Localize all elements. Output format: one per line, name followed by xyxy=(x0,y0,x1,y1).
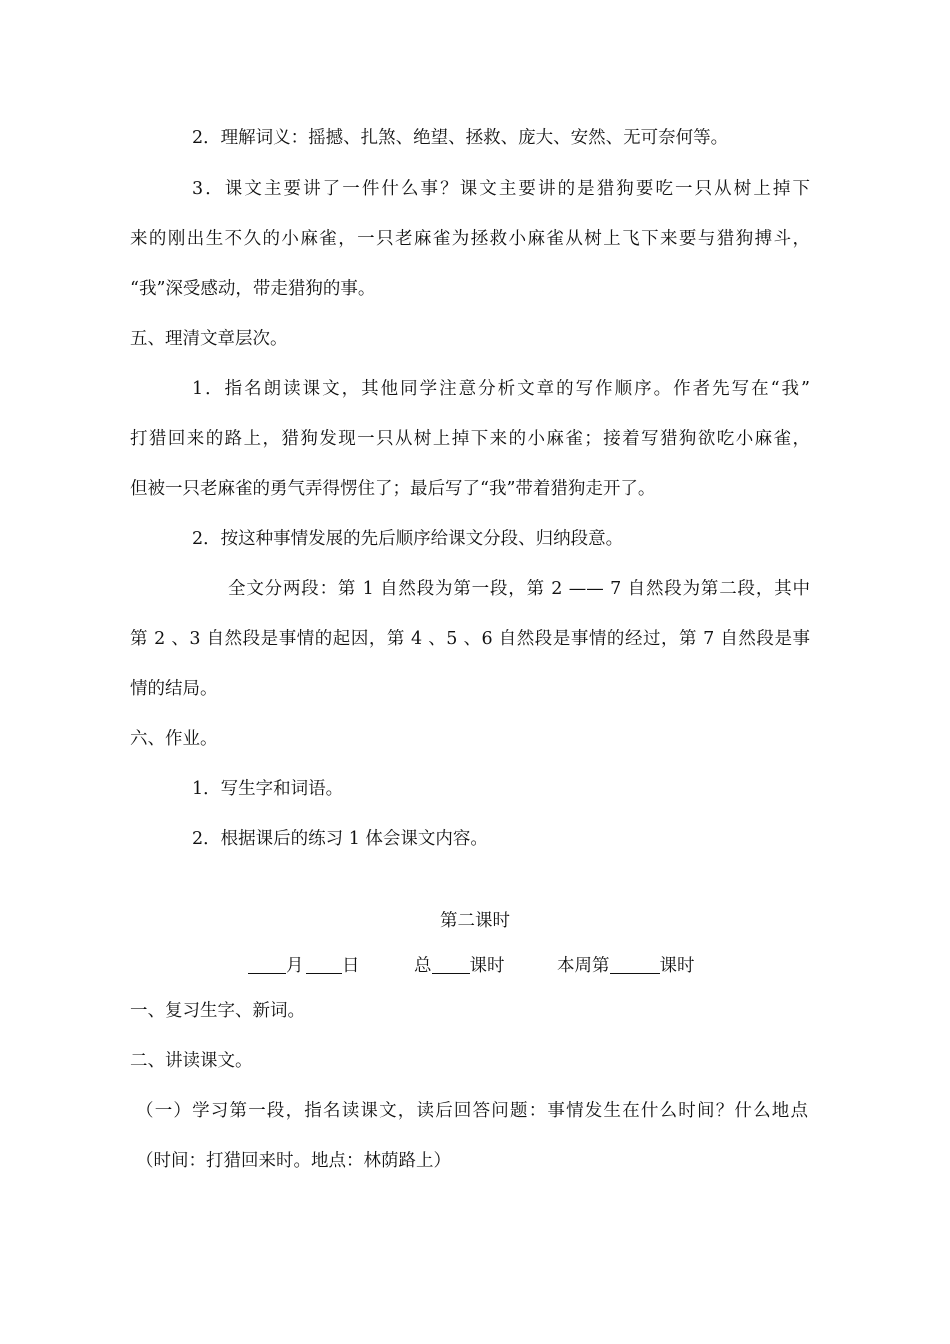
total-lesson-label: 课时 xyxy=(469,956,505,976)
week-field xyxy=(557,953,695,979)
para-segments-line2: 第 2 、3 自然段是事情的起因，第 4 、5 、6 自然段是事情的经过，第 7 自然段是事 xyxy=(130,629,810,649)
date-meta-row xyxy=(0,953,950,979)
para-main-idea-line1: 3．课文主要讲了一件什么事？课文主要讲的是猎狗要吃一只从树上掉下 xyxy=(192,179,810,199)
para-main-idea-line3: “我”深受感动，带走猎狗的事。 xyxy=(130,279,376,299)
homework-item-1: 1．写生字和词语。 xyxy=(192,779,344,799)
week-label: 本周第 xyxy=(557,956,610,976)
section-heading-6: 六、作业。 xyxy=(130,729,218,749)
day-label: 日 xyxy=(342,956,360,976)
para-first-section-line1: （一）学习第一段，指名读课文，读后回答问题：事情发生在什么时间？什么地点 xyxy=(136,1101,808,1121)
day-blank[interactable] xyxy=(306,955,342,974)
para-segments-line3: 情的结局。 xyxy=(130,679,218,699)
section-heading-reading: 二、讲读课文。 xyxy=(130,1051,253,1071)
section-heading-review: 一、复习生字、新词。 xyxy=(130,1001,305,1021)
para-main-idea-line2: 来的刚出生不久的小麻雀，一只老麻雀为拯救小麻雀从树上飞下来要与猎狗搏斗， xyxy=(130,229,810,249)
month-label: 月 xyxy=(286,956,304,976)
day-field xyxy=(306,953,360,979)
week-lesson-label: 课时 xyxy=(659,956,695,976)
para-vocab-meaning: 2．理解词义：摇撼、扎煞、绝望、拯救、庞大、安然、无可奈何等。 xyxy=(192,128,729,148)
lesson-title: 第二课时 xyxy=(440,911,510,931)
para-reading-line1: 1．指名朗读课文，其他同学注意分析文章的写作顺序。作者先写在“我” xyxy=(192,379,810,399)
week-blank[interactable] xyxy=(610,955,660,974)
total-field xyxy=(414,953,505,979)
total-blank[interactable] xyxy=(432,955,470,974)
homework-item-2: 2．根据课后的练习 1 体会课文内容。 xyxy=(192,829,488,849)
section-heading-5: 五、理清文章层次。 xyxy=(130,329,288,349)
total-label: 总 xyxy=(414,956,432,976)
para-first-section-line2: （时间：打猎回来时。地点：林荫路上） xyxy=(136,1151,451,1171)
month-blank[interactable] xyxy=(248,955,286,974)
para-reading-line3: 但被一只老麻雀的勇气弄得愣住了；最后写了“我”带着猎狗走开了。 xyxy=(130,479,656,499)
para-segments-line1: 全文分两段：第 1 自然段为第一段，第 2 —— 7 自然段为第二段，其中 xyxy=(228,579,810,599)
para-segment-task: 2．按这种事情发展的先后顺序给课文分段、归纳段意。 xyxy=(192,529,624,549)
month-field xyxy=(248,953,304,979)
para-reading-line2: 打猎回来的路上，猎狗发现一只从树上掉下来的小麻雀；接着写猎狗欲吃小麻雀， xyxy=(130,429,810,449)
